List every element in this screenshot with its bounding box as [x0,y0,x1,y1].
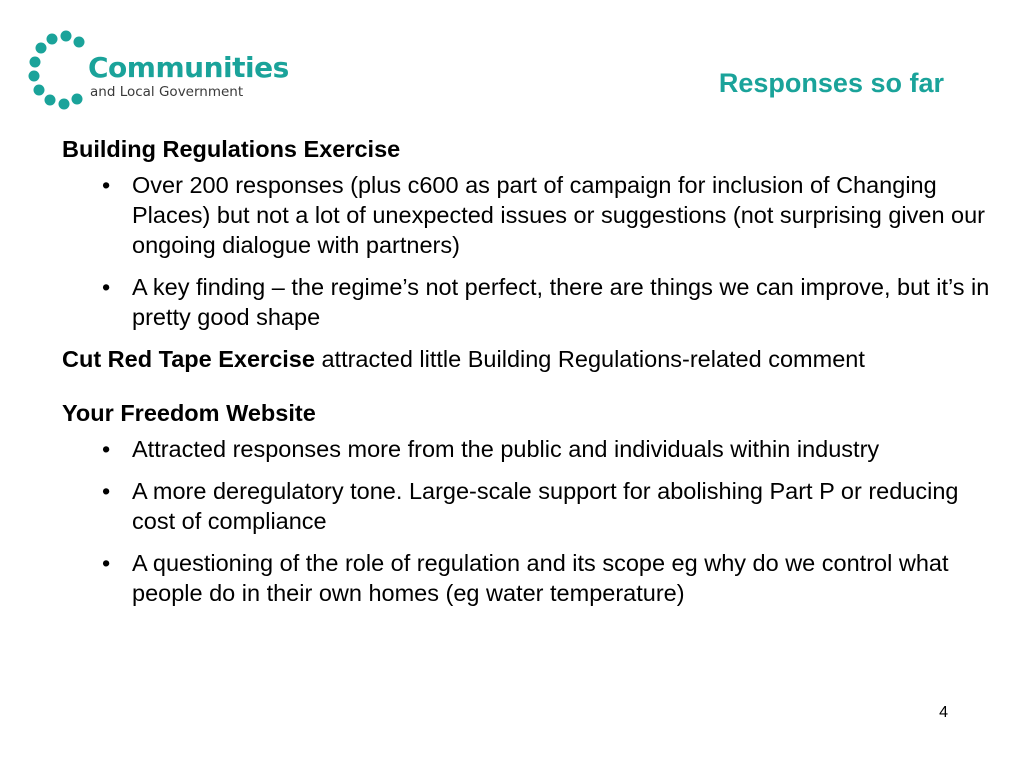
slide-body [62,134,992,620]
dot-ring-icon [28,30,88,120]
list-item [62,170,992,260]
list-item [62,548,992,608]
list-item-text: Attracted responses more from the public and individuals within industry [132,436,880,462]
list-item [62,476,992,536]
list-item-text: A more deregulatory tone. Large-scale support for abolishing Part P or reducing cost of compliance [132,478,959,534]
communities-logo [28,30,289,120]
list-item-text: A key finding – the regime’s not perfect, there are things we can improve, but it’s in pretty good shape [132,274,990,330]
bullet-icon: • [102,436,111,462]
list-item-text: A questioning of the role of regulation and its scope eg why do we control what people do in their own homes (eg water temperature) [132,550,949,606]
bullet-icon: • [102,550,111,576]
logo-subtitle: and Local Government [90,84,244,100]
list-item [62,272,992,332]
logo-wordmark: Communities [88,51,289,84]
red-tape-paragraph [62,344,992,374]
section-heading-red-tape: Cut Red Tape Exercise [62,346,315,372]
list-item [62,434,992,464]
section-heading-building-regulations: Building Regulations Exercise [62,136,401,162]
red-tape-text: attracted little Building Regulations-related comment [314,346,865,372]
list-item-text: Over 200 responses (plus c600 as part of campaign for inclusion of Changing Places) but not a lot of unexpected issues or suggestions (not surprising given our ongoing dialogue with partners) [132,172,986,258]
your-freedom-list [62,434,992,608]
bullet-icon: • [102,478,111,504]
page-number: 4 [939,704,948,721]
section-heading-your-freedom: Your Freedom Website [62,400,316,426]
bullet-icon: • [102,274,111,300]
slide-title: Responses so far [718,68,944,98]
bullet-icon: • [102,172,111,198]
building-regulations-list [62,170,992,332]
